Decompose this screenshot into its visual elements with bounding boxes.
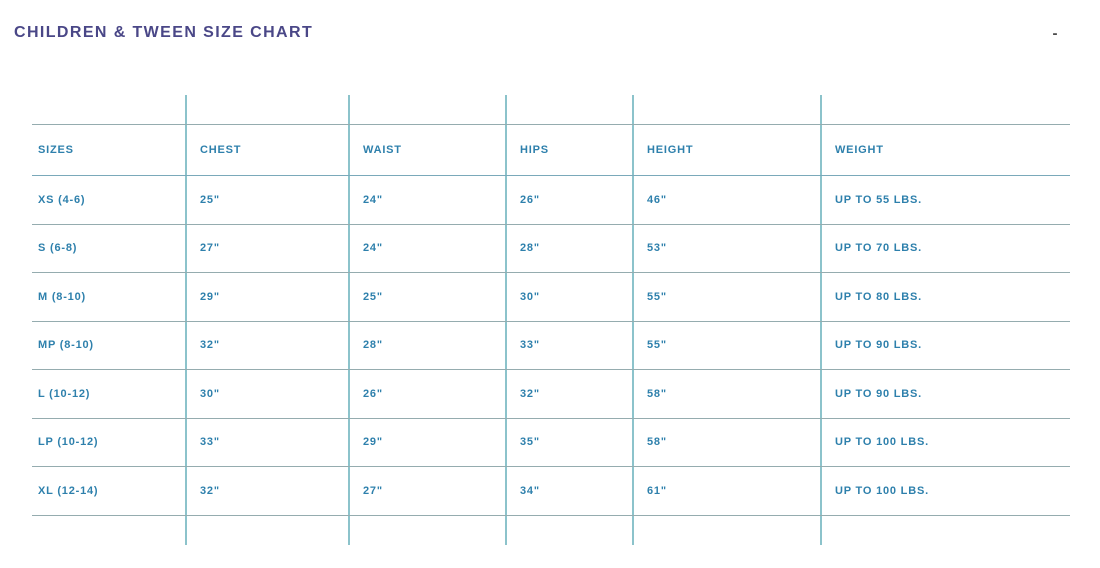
column-header: WEIGHT	[835, 144, 884, 156]
column-header: CHEST	[200, 144, 242, 156]
page-title: CHILDREN & TWEEN SIZE CHART	[14, 24, 314, 41]
table-cell: S (6-8)	[38, 242, 78, 255]
table-row	[32, 273, 1070, 322]
table-cell: L (10-12)	[38, 387, 91, 400]
size-table-body	[32, 176, 1070, 516]
table-cell: 30"	[200, 387, 220, 400]
table-cell: XL (12-14)	[38, 484, 99, 497]
table-cell: 27"	[363, 484, 383, 497]
table-cell: 25"	[363, 290, 383, 303]
table-cell: 32"	[520, 387, 540, 400]
table-cell: 29"	[200, 290, 220, 303]
table-cell: UP TO 90 LBS.	[835, 387, 923, 400]
table-cell: UP TO 100 LBS.	[835, 484, 929, 497]
table-cell: 24"	[363, 193, 383, 206]
table-cell: UP TO 70 LBS.	[835, 242, 923, 255]
table-cell: 33"	[520, 339, 540, 352]
table-cell: 30"	[520, 290, 540, 303]
table-cell: M (8-10)	[38, 290, 86, 303]
table-cell: 28"	[363, 339, 383, 352]
table-cell: 28"	[520, 242, 540, 255]
table-cell: LP (10-12)	[38, 436, 99, 449]
table-cell: 58"	[647, 436, 667, 449]
table-cell: UP TO 90 LBS.	[835, 339, 923, 352]
table-row	[32, 467, 1070, 516]
table-cell: UP TO 55 LBS.	[835, 193, 923, 206]
column-header: SIZES	[38, 144, 74, 156]
table-cell: 46"	[647, 193, 667, 206]
table-cell: 55"	[647, 339, 667, 352]
table-cell: XS (4-6)	[38, 193, 86, 206]
column-header: HIPS	[520, 144, 549, 156]
column-header: HEIGHT	[647, 144, 694, 156]
minus-icon: -	[1052, 25, 1058, 42]
table-cell: 35"	[520, 436, 540, 449]
table-cell: 32"	[200, 339, 220, 352]
table-row	[32, 176, 1070, 225]
table-cell: 53"	[647, 242, 667, 255]
table-cell: 24"	[363, 242, 383, 255]
table-cell: 26"	[520, 193, 540, 206]
column-header: WAIST	[363, 144, 402, 156]
table-cell: MP (8-10)	[38, 339, 94, 352]
table-row	[32, 321, 1070, 370]
table-row	[32, 370, 1070, 419]
table-cell: 32"	[200, 484, 220, 497]
table-cell: 61"	[647, 484, 667, 497]
table-cell: UP TO 100 LBS.	[835, 436, 929, 449]
table-header-row	[32, 125, 1070, 176]
table-cell: 25"	[200, 193, 220, 206]
collapse-toggle-button[interactable]	[1044, 24, 1066, 44]
table-cell: 34"	[520, 484, 540, 497]
table-cell: 27"	[200, 242, 220, 255]
table-cell: 58"	[647, 387, 667, 400]
table-row	[32, 224, 1070, 273]
table-cell: 33"	[200, 436, 220, 449]
table-cell: UP TO 80 LBS.	[835, 290, 923, 303]
table-cell: 55"	[647, 290, 667, 303]
table-cell: 26"	[363, 387, 383, 400]
table-row	[32, 418, 1070, 467]
table-cell: 29"	[363, 436, 383, 449]
size-table	[32, 124, 1070, 516]
